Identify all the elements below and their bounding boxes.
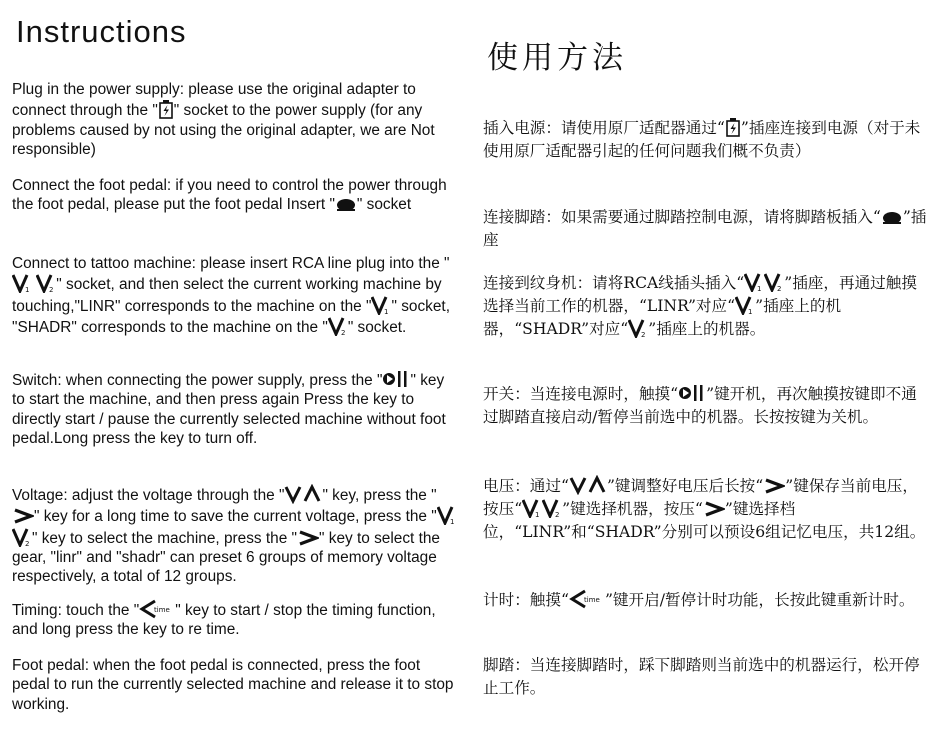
v1-socket-icon bbox=[522, 498, 542, 518]
svg-text:2: 2 bbox=[49, 286, 54, 294]
timing-paragraph-en: Timing: touch the " time " key to start / stop the timing function, and long press the key to re time. bbox=[12, 599, 457, 640]
foot-pedal-socket-icon bbox=[335, 197, 357, 213]
svg-text:time: time bbox=[154, 606, 171, 614]
power-paragraph-zh: 插入电源：请使用原厂适配器通过“ ”插座连接到电源（对于未使用原厂适配器引起的任何问题我们概不负责） bbox=[483, 119, 921, 160]
svg-text:2: 2 bbox=[777, 285, 782, 292]
svg-text:1: 1 bbox=[757, 285, 762, 292]
power-paragraph-en: Plug in the power supply: please use the original adapter to connect through the " " socket to the power supply (for any problems caused by not using the original adapter, we are Not responsible) bbox=[12, 81, 435, 158]
v2-socket-icon bbox=[36, 273, 56, 293]
power-socket-icon bbox=[725, 117, 741, 137]
right-arrow-icon bbox=[12, 507, 34, 525]
power-socket-icon bbox=[158, 99, 174, 119]
pedal-connect-paragraph-zh: 连接脚踏：如果需要通过脚踏控制电源，请将脚踏板插入“ ”插座 bbox=[483, 208, 927, 249]
svg-text:2: 2 bbox=[641, 331, 646, 338]
right-arrow-icon bbox=[297, 529, 319, 547]
v1-socket-icon bbox=[437, 505, 457, 525]
svg-text:2: 2 bbox=[555, 511, 560, 518]
machine-paragraph-zh: 连接到纹身机：请将RCA线插头插入“ 1 2 ”插座，再通过触摸选择当前工作的机器，“LINR”对应“ 1 ”插座上的机器，“SHADR”对应“ 2 ”插座上的机器。 bbox=[483, 274, 917, 338]
svg-text:2: 2 bbox=[340, 328, 346, 336]
instructions-title-zh: 使用方法 bbox=[487, 40, 627, 76]
svg-text:1: 1 bbox=[25, 286, 30, 294]
timer-icon bbox=[569, 589, 605, 609]
switch-paragraph-en: Switch: when connecting the power supply, press the " " key to start the machine, and then press again Press the key to directly start / pause the currently selected machine without foot pedal.Long press the key to turn off. bbox=[12, 369, 457, 448]
timer-icon bbox=[139, 599, 175, 619]
v1-socket-icon bbox=[12, 273, 32, 293]
svg-text:time: time bbox=[583, 596, 600, 604]
svg-text:1: 1 bbox=[748, 308, 753, 315]
voltage-down-up-icon bbox=[284, 484, 322, 504]
voltage-down-up-icon bbox=[569, 475, 607, 495]
foot-pedal-paragraph-zh: 脚踏：当连接脚踏时，踩下脚踏则当前选中的机器运行，松开停止工作。 bbox=[483, 656, 920, 697]
timing-paragraph-zh: 计时：触摸“ time ”键开启/暂停计时功能，长按此键重新计时。 bbox=[483, 591, 915, 609]
v1-socket-icon bbox=[735, 295, 755, 315]
right-arrow-icon bbox=[763, 477, 785, 495]
v1-socket-icon bbox=[371, 295, 391, 315]
voltage-paragraph-en: Voltage: adjust the voltage through the " " key, press the " " key for a long time to save the current voltage, press the " 1 2 " key to select the machine, press the " " key to select the gear, "linr" and "shadr" can preset 6 groups of memory voltage respectively, a total of 12 groups. bbox=[12, 484, 457, 586]
foot-pedal-socket-icon bbox=[881, 210, 903, 226]
svg-text:1: 1 bbox=[384, 307, 389, 315]
right-arrow-icon bbox=[703, 500, 725, 518]
voltage-paragraph-zh: 电压：通过“ ”键调整好电压后长按“ ”键保存当前电压，按压“ 1 2 ”键选择机器，按压“ ”键选择档位，“LINR”和“SHADR”分别可以预设6组记忆电压，共12组。 bbox=[483, 477, 926, 541]
v2-socket-icon bbox=[542, 498, 562, 518]
v2-socket-icon bbox=[12, 527, 32, 547]
instructions-title-en: Instructions bbox=[16, 14, 187, 49]
svg-text:1: 1 bbox=[535, 511, 540, 518]
switch-paragraph-zh: 开关：当连接电源时，触摸“ ”键开机，再次触摸按键即不通过脚踏直接启动/暂停当前选中的机器。长按按键为关机。 bbox=[483, 385, 917, 426]
play-pause-icon bbox=[678, 383, 706, 403]
v2-socket-icon bbox=[628, 318, 648, 338]
v2-socket-icon bbox=[764, 272, 784, 292]
foot-pedal-paragraph-en: Foot pedal: when the foot pedal is connected, press the foot pedal to run the currently selected machine and release it to stop working. bbox=[12, 657, 454, 713]
machine-paragraph-en: Connect to tattoo machine: please insert RCA line plug into the " 1 2 " socket, and then select the current working machine by touching,"LINR" corresponds to the machine on the " 1 " socket, "SHADR" corresponds to the machine on the " 2 " socket. bbox=[12, 255, 450, 336]
v2-socket-icon bbox=[328, 316, 348, 336]
svg-text:1: 1 bbox=[449, 518, 455, 526]
v1-socket-icon bbox=[744, 272, 764, 292]
pedal-connect-paragraph-en: Connect the foot pedal: if you need to control the power through the foot pedal, please put the foot pedal Insert " " socket bbox=[12, 177, 447, 214]
svg-text:2: 2 bbox=[25, 539, 30, 547]
play-pause-icon bbox=[382, 369, 410, 389]
